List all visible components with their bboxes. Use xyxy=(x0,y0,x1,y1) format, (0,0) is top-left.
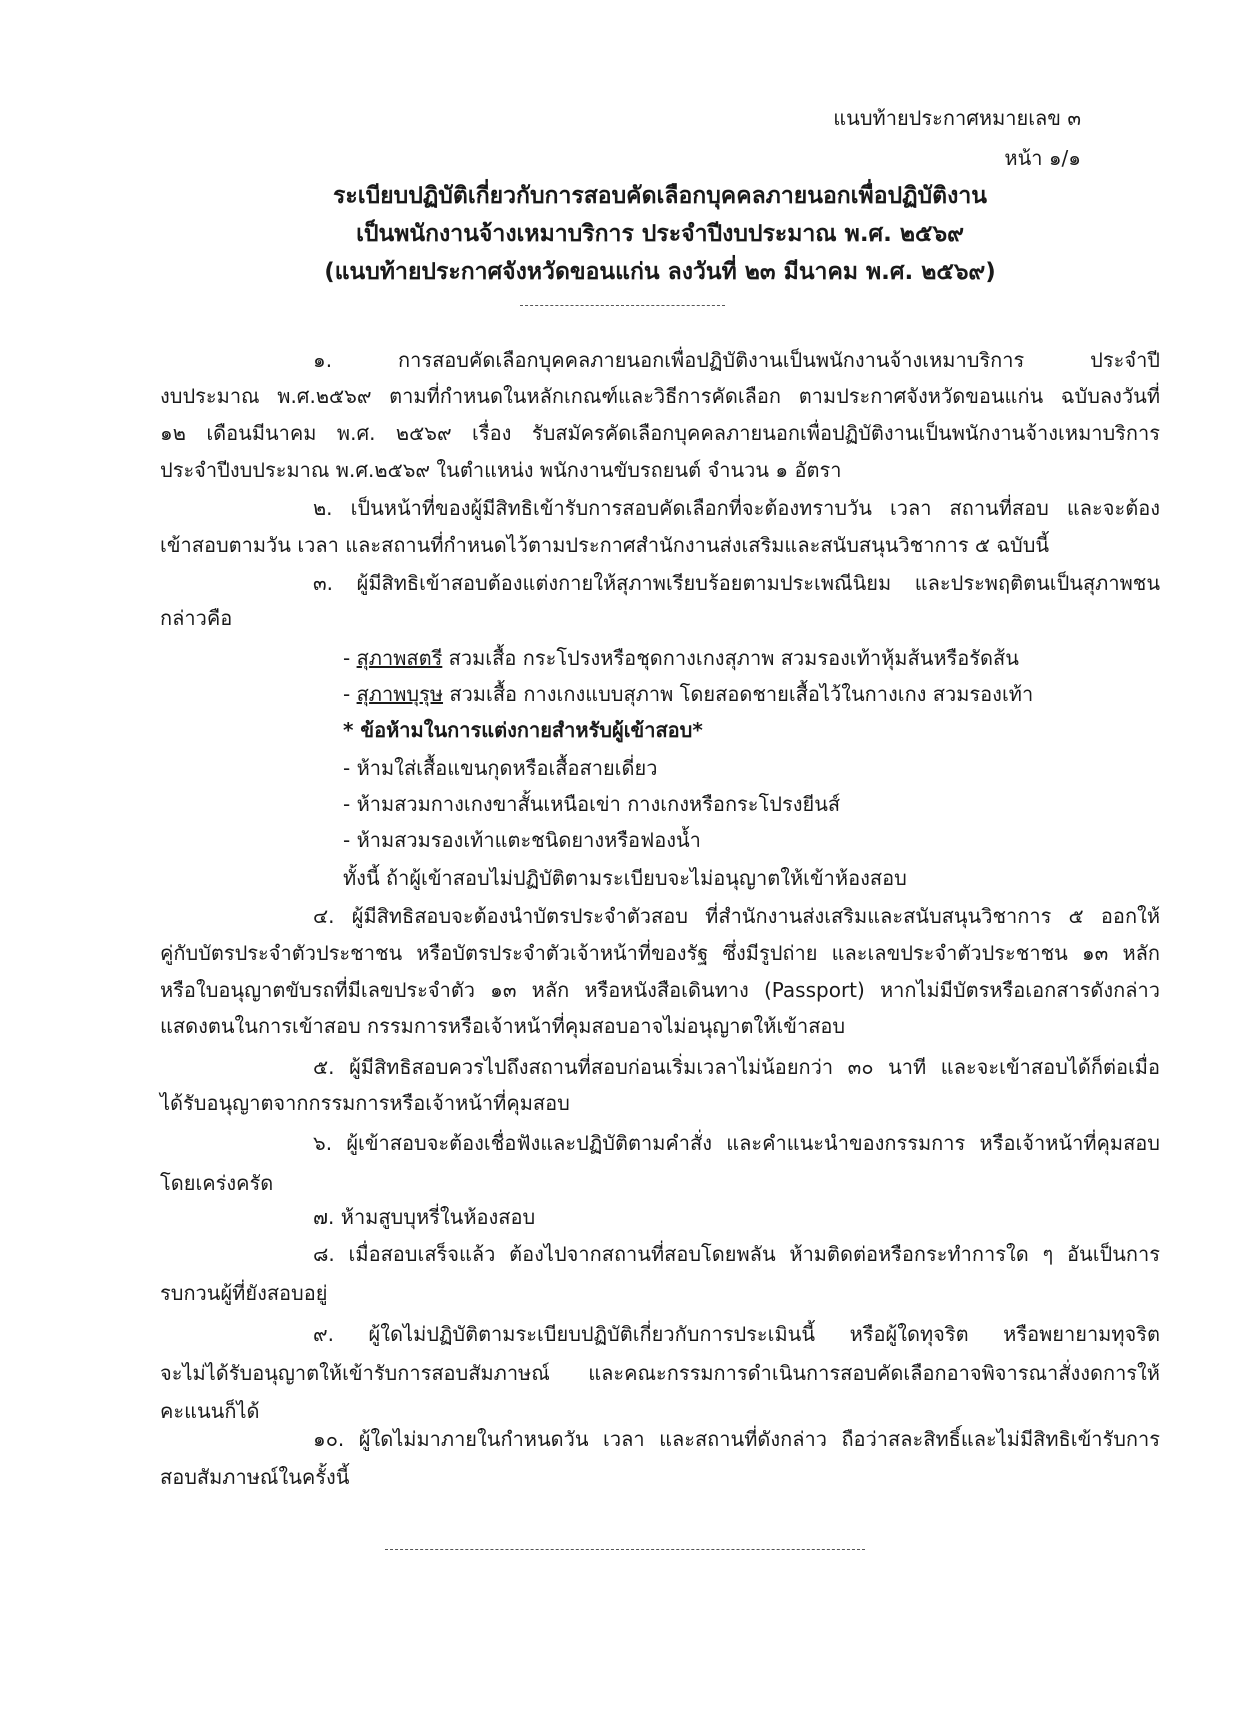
prohibition-item: - ห้ามสวมกางเกงขาสั้นเหนือเข่า กางเกงหรือกระโปรงยีนส์ xyxy=(343,792,841,816)
title-line: (แนบท้ายประกาศจังหวัดขอนแก่น ลงวันที่ ๒๓ มีนาคม พ.ศ. ๒๕๖๙) xyxy=(324,259,996,285)
item-4-cont: แสดงตนในการเข้าสอบ กรรมการหรือเจ้าหน้าที่คุมสอบอาจไม่อนุญาตให้เข้าสอบ xyxy=(160,1014,846,1038)
item-6-cont: โดยเคร่งครัด xyxy=(160,1171,274,1195)
title-line: เป็นพนักงานจ้างเหมาบริการ ประจำปีงบประมาณ พ.ศ. ๒๕๖๙ xyxy=(356,221,964,247)
prohibition-item: - ห้ามสวมรองเท้าแตะชนิดยางหรือฟองน้ำ xyxy=(343,828,701,852)
dress-women: - สุภาพสตรี สวมเสื้อ กระโปรงหรือชุดกางเกงสุภาพ สวมรองเท้าหุ้มส้นหรือรัดส้น xyxy=(343,646,1019,670)
item-4-cont: คู่กับบัตรประจำตัวประชาชน หรือบัตรประจำตัวเจ้าหน้าที่ของรัฐ ซึ่งมีรูปถ่าย และเลขประจำตัวประชาชน ๑๓ หลัก xyxy=(160,941,1160,965)
annex-number: แนบท้ายประกาศหมายเลข ๓ xyxy=(833,106,1081,130)
item-4-cont: หรือใบอนุญาตขับรถที่มีเลขประจำตัว ๑๓ หลัก หรือหนังสือเดินทาง (Passport) หากไม่มีบัตรหรือเอกสารดังกล่าว xyxy=(160,978,1160,1002)
item-9-cont: จะไม่ได้รับอนุญาตให้เข้ารับการสอบสัมภาษณ์ และคณะกรรมการดำเนินการสอบคัดเลือกอาจพิจารณาสั่งงดการให้ xyxy=(160,1361,1160,1385)
item-1: ๑. การสอบคัดเลือกบุคคลภายนอกเพื่อปฏิบัติงานเป็นพนักงานจ้างเหมาบริการ ประจำปี xyxy=(313,348,1160,372)
dress-prohibitions-heading: * ข้อห้ามในการแต่งกายสำหรับผู้เข้าสอบ* xyxy=(343,718,703,742)
item-2: ๒. เป็นหน้าที่ของผู้มีสิทธิเข้ารับการสอบคัดเลือกที่จะต้องทราบวัน เวลา สถานที่สอบ และจะต้อง xyxy=(313,496,1160,520)
item-8-cont: รบกวนผู้ที่ยังสอบอยู่ xyxy=(160,1281,328,1305)
item-3-cont: กล่าวคือ xyxy=(160,606,233,630)
item-1-cont: ประจำปีงบประมาณ พ.ศ.๒๕๖๙ ในตำแหน่ง พนักงานขับรถยนต์ จำนวน ๑ อัตรา xyxy=(160,458,842,482)
title-divider xyxy=(520,305,725,306)
item-1-cont: ๑๒ เดือนมีนาคม พ.ศ. ๒๕๖๙ เรื่อง รับสมัครคัดเลือกบุคคลภายนอกเพื่อปฏิบัติงานเป็นพนักงานจ้างเหมาบริการ xyxy=(160,421,1160,445)
item-2-cont: เข้าสอบตามวัน เวลา และสถานที่กำหนดไว้ตามประกาศสำนักงานส่งเสริมและสนับสนุนวิชาการ ๕ ฉบับนี้ xyxy=(160,533,1050,557)
item-10: ๑๐. ผู้ใดไม่มาภายในกำหนดวัน เวลา และสถานที่ดังกล่าว ถือว่าสละสิทธิ์และไม่มีสิทธิเข้ารับการ xyxy=(313,1427,1160,1451)
men-label: สุภาพบุรุษ xyxy=(356,682,444,706)
item-10-cont: สอบสัมภาษณ์ในครั้งนี้ xyxy=(160,1465,350,1489)
item-8: ๘. เมื่อสอบเสร็จแล้ว ต้องไปจากสถานที่สอบโดยพลัน ห้ามติดต่อหรือกระทำการใด ๆ อันเป็นการ xyxy=(313,1242,1160,1266)
footer-divider xyxy=(385,1549,865,1550)
dress-note: ทั้งนี้ ถ้าผู้เข้าสอบไม่ปฏิบัติตามระเบียบจะไม่อนุญาตให้เข้าห้องสอบ xyxy=(343,866,907,890)
item-9-cont: คะแนนก็ได้ xyxy=(160,1399,260,1423)
item-7: ๗. ห้ามสูบบุหรี่ในห้องสอบ xyxy=(313,1205,536,1229)
men-text: สวมเสื้อ กางเกงแบบสุภาพ โดยสอดชายเสื้อไว้ในกางเกง สวมรองเท้า xyxy=(443,682,1034,706)
women-text: สวมเสื้อ กระโปรงหรือชุดกางเกงสุภาพ สวมรองเท้าหุ้มส้นหรือรัดส้น xyxy=(442,646,1019,670)
item-5: ๕. ผู้มีสิทธิสอบควรไปถึงสถานที่สอบก่อนเริ่มเวลาไม่น้อยกว่า ๓๐ นาที และจะเข้าสอบได้ก็ต่อเมื่อ xyxy=(313,1055,1160,1079)
page-number: หน้า ๑/๑ xyxy=(1004,146,1081,170)
title-line: ระเบียบปฏิบัติเกี่ยวกับการสอบคัดเลือกบุคคลภายนอกเพื่อปฏิบัติงาน xyxy=(333,183,987,209)
prohibition-item: - ห้ามใส่เสื้อแขนกุดหรือเสื้อสายเดี่ยว xyxy=(343,756,658,780)
item-3: ๓. ผู้มีสิทธิเข้าสอบต้องแต่งกายให้สุภาพเรียบร้อยตามประเพณีนิยม และประพฤติตนเป็นสุภาพชน xyxy=(313,571,1160,595)
item-5-cont: ได้รับอนุญาตจากกรรมการหรือเจ้าหน้าที่คุมสอบ xyxy=(160,1091,570,1115)
women-label: สุภาพสตรี xyxy=(356,646,443,670)
item-9: ๙. ผู้ใดไม่ปฏิบัติตามระเบียบปฏิบัติเกี่ยวกับการประเมินนี้ หรือผู้ใดทุจริต หรือพยายามทุจริต xyxy=(313,1322,1160,1346)
item-1-cont: งบประมาณ พ.ศ.๒๕๖๙ ตามที่กำหนดในหลักเกณฑ์และวิธีการคัดเลือก ตามประกาศจังหวัดขอนแก่น ฉบับลงวันที่ xyxy=(160,384,1160,408)
item-6: ๖. ผู้เข้าสอบจะต้องเชื่อฟังและปฏิบัติตามคำสั่ง และคำแนะนำของกรรมการ หรือเจ้าหน้าที่คุมสอบ xyxy=(313,1131,1160,1155)
dress-men: - สุภาพบุรุษ สวมเสื้อ กางเกงแบบสุภาพ โดยสอดชายเสื้อไว้ในกางเกง สวมรองเท้า xyxy=(343,682,1034,706)
item-4: ๔. ผู้มีสิทธิสอบจะต้องนำบัตรประจำตัวสอบ ที่สำนักงานส่งเสริมและสนับสนุนวิชาการ ๕ ออกให้ xyxy=(313,904,1160,928)
